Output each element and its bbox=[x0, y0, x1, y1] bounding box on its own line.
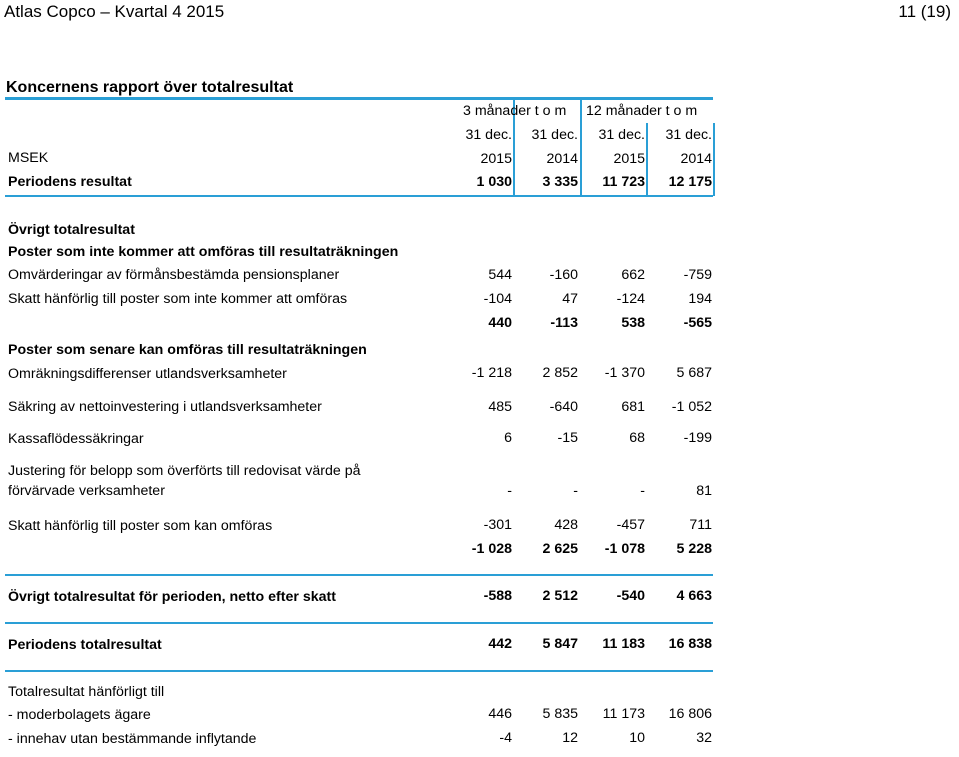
cell-value: -1 370 bbox=[604, 365, 645, 381]
row-label-innehav: - innehav utan bestämmande inflytande bbox=[8, 731, 257, 747]
subtotal-value: -1 078 bbox=[604, 541, 645, 557]
row-label-ovrigt-netto: Övrigt totalresultat för perioden, netto efter skatt bbox=[8, 589, 336, 605]
column-year: 2014 bbox=[680, 151, 712, 167]
cell-value: 5 847 bbox=[542, 636, 578, 652]
cell-value: 428 bbox=[554, 517, 578, 533]
rule-title bbox=[5, 97, 713, 100]
cell-value: 446 bbox=[488, 706, 512, 722]
subtotal-value: -113 bbox=[550, 315, 578, 331]
cell-value: -15 bbox=[557, 430, 578, 446]
report-title: Koncernens rapport över totalresultat bbox=[6, 79, 294, 96]
subtotal-value: 2 625 bbox=[542, 541, 578, 557]
row-label-moderbolag: - moderbolagets ägare bbox=[8, 707, 151, 723]
row-label-sakring: Säkring av nettoinvestering i utlandsverksamheter bbox=[8, 399, 322, 415]
column-date: 31 dec. bbox=[465, 127, 512, 143]
section-heading-hanforligt: Totalresultat hänförligt till bbox=[8, 684, 165, 700]
cell-value: 5 687 bbox=[676, 365, 712, 381]
cell-value: -1 218 bbox=[471, 365, 512, 381]
cell-value: -199 bbox=[683, 430, 712, 446]
rule-periodens-total bbox=[5, 670, 713, 672]
vrule-col4 bbox=[713, 123, 715, 196]
cell-value: -104 bbox=[483, 291, 512, 307]
rule-periodens-resultat bbox=[5, 195, 713, 197]
cell-value: 11 183 bbox=[602, 636, 645, 652]
cell-value: -301 bbox=[483, 517, 512, 533]
subtotal-value: -1 028 bbox=[471, 541, 512, 557]
cell-value: 5 835 bbox=[542, 706, 578, 722]
column-date: 31 dec. bbox=[598, 127, 645, 143]
subtotal-value: -565 bbox=[683, 315, 712, 331]
cell-value: 68 bbox=[629, 430, 645, 446]
cell-value: 711 bbox=[689, 517, 712, 533]
cell-value: - bbox=[507, 483, 512, 499]
row-label-kassaflode: Kassaflödessäkringar bbox=[8, 431, 144, 447]
row-label-omvarderingar: Omvärderingar av förmånsbestämda pensionsplaner bbox=[8, 267, 340, 283]
row-label-periodens-resultat: Periodens resultat bbox=[8, 174, 132, 190]
cell-value: -4 bbox=[499, 730, 512, 746]
section-heading-ovrigt: Övrigt totalresultat bbox=[8, 222, 135, 238]
cell-value: -124 bbox=[616, 291, 645, 307]
document-header-title: Atlas Copco – Kvartal 4 2015 bbox=[4, 2, 225, 21]
cell-value: 2 512 bbox=[542, 588, 578, 604]
cell-value: 2 852 bbox=[542, 365, 578, 381]
row-label-justering-line1: Justering för belopp som överförts till redovisat värde på bbox=[8, 463, 361, 479]
column-group-3-months: 3 månader t o m bbox=[463, 103, 567, 119]
cell-value: - bbox=[573, 483, 578, 499]
cell-value: 81 bbox=[696, 483, 712, 499]
subtotal-value: 538 bbox=[621, 315, 645, 331]
cell-value: -640 bbox=[549, 399, 578, 415]
cell-value: 194 bbox=[688, 291, 712, 307]
column-date: 31 dec. bbox=[665, 127, 712, 143]
cell-value: 16 838 bbox=[668, 636, 712, 652]
cell-value: 16 806 bbox=[668, 706, 712, 722]
cell-value: 442 bbox=[488, 636, 512, 652]
section-heading-poster-senare: Poster som senare kan omföras till resultaträkningen bbox=[8, 342, 367, 358]
column-year: 2014 bbox=[546, 151, 578, 167]
cell-value: 1 030 bbox=[476, 174, 512, 190]
cell-value: -759 bbox=[683, 267, 712, 283]
subtotal-value: 440 bbox=[488, 315, 512, 331]
unit-label: MSEK bbox=[8, 150, 49, 166]
rule-ovrigt-netto bbox=[5, 622, 713, 624]
cell-value: 10 bbox=[629, 730, 645, 746]
column-year: 2015 bbox=[480, 151, 512, 167]
cell-value: 6 bbox=[504, 430, 512, 446]
row-label-skatt-kan: Skatt hänförlig till poster som kan omföras bbox=[8, 518, 273, 534]
cell-value: 11 173 bbox=[602, 706, 645, 722]
cell-value: 3 335 bbox=[542, 174, 578, 190]
rule-subtotal2 bbox=[5, 574, 713, 576]
section-heading-poster-inte: Poster som inte kommer att omföras till resultaträkningen bbox=[8, 244, 399, 260]
row-label-skatt-inte: Skatt hänförlig till poster som inte kommer att omföras bbox=[8, 291, 348, 307]
cell-value: 681 bbox=[621, 399, 645, 415]
cell-value: -160 bbox=[549, 267, 578, 283]
cell-value: 662 bbox=[621, 267, 645, 283]
cell-value: 485 bbox=[488, 399, 512, 415]
row-label-omrakning: Omräkningsdifferenser utlandsverksamheter bbox=[8, 366, 287, 382]
cell-value: 11 723 bbox=[602, 174, 645, 190]
cell-value: 47 bbox=[562, 291, 578, 307]
column-date: 31 dec. bbox=[531, 127, 578, 143]
cell-value: -588 bbox=[483, 588, 512, 604]
page-number: 11 (19) bbox=[898, 2, 951, 21]
row-label-justering-line2: förvärvade verksamheter bbox=[8, 483, 165, 499]
cell-value: 32 bbox=[696, 730, 712, 746]
cell-value: 12 bbox=[562, 730, 578, 746]
row-label-periodens-total: Periodens totalresultat bbox=[8, 637, 162, 653]
cell-value: 12 175 bbox=[668, 174, 712, 190]
column-year: 2015 bbox=[613, 151, 645, 167]
cell-value: -1 052 bbox=[671, 399, 712, 415]
cell-value: 4 663 bbox=[676, 588, 712, 604]
cell-value: -540 bbox=[616, 588, 645, 604]
column-group-12-months: 12 månader t o m bbox=[586, 103, 698, 119]
cell-value: -457 bbox=[616, 517, 645, 533]
cell-value: - bbox=[640, 483, 645, 499]
cell-value: 544 bbox=[488, 267, 512, 283]
subtotal-value: 5 228 bbox=[676, 541, 712, 557]
